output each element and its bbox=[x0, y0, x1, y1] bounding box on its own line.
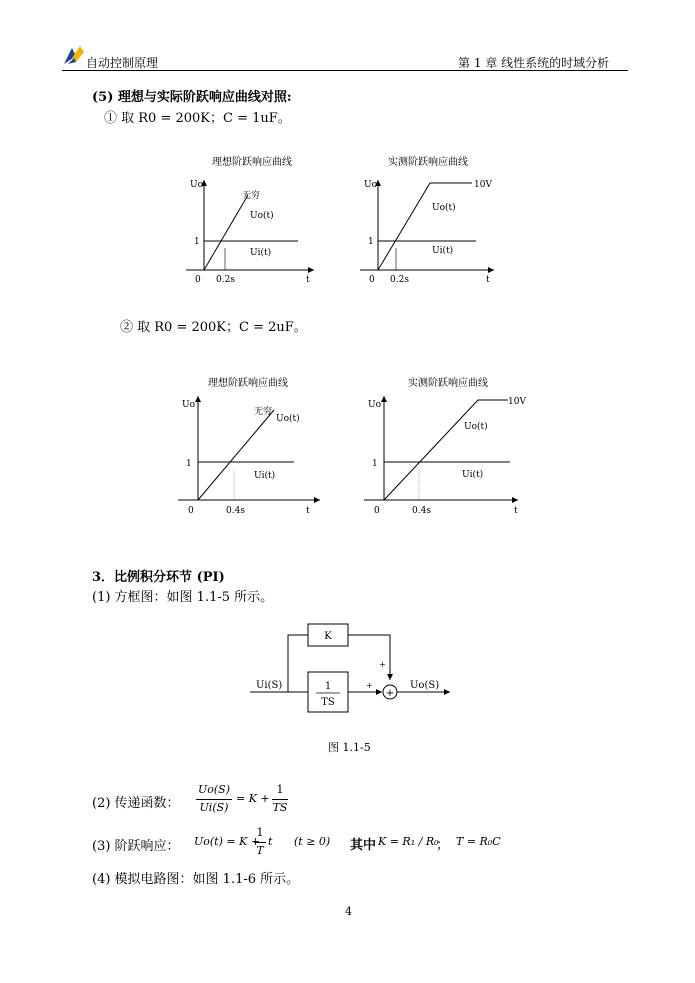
page-number: 4 bbox=[345, 905, 352, 918]
tf-numerator: Uo(S) bbox=[197, 783, 230, 796]
y-axis-label: Uo bbox=[182, 400, 196, 410]
output-label: Uo(t) bbox=[250, 211, 274, 221]
actual-chart-title: 实测阶跃响应曲线 bbox=[408, 378, 488, 389]
integrator-denominator: TS bbox=[321, 697, 335, 708]
plus-left: + bbox=[366, 681, 373, 690]
tick-label: 0.2s bbox=[216, 275, 235, 285]
tf-frac-numerator: 1 bbox=[276, 783, 284, 796]
where-t: T = R₀C bbox=[456, 835, 501, 848]
x-axis-label: t bbox=[514, 506, 518, 516]
tf-denominator: Ui(S) bbox=[199, 801, 229, 814]
level-label: 1 bbox=[372, 459, 378, 469]
output-label: Uo(t) bbox=[464, 422, 488, 432]
tick-label: 0.2s bbox=[390, 275, 409, 285]
section3-item2: (2) 传递函数： bbox=[92, 796, 180, 811]
step-response-formula bbox=[194, 826, 614, 862]
step-condition: (t ≥ 0) bbox=[294, 835, 331, 848]
tf-frac-denominator: TS bbox=[272, 801, 288, 814]
section5-case2: ② 取 R0 = 200K；C = 2uF。 bbox=[120, 320, 307, 335]
transfer-function bbox=[194, 783, 294, 819]
section5-case1: ① 取 R0 = 200K；C = 1uF。 bbox=[104, 111, 291, 126]
saturation-label: 10V bbox=[508, 397, 526, 407]
header-right-title: 第 1 章 线性系统的时域分析 bbox=[458, 56, 610, 70]
step-lhs: Uo(t) = K + bbox=[194, 835, 261, 848]
y-axis-label: Uo bbox=[364, 180, 378, 190]
input-label: Ui(t) bbox=[250, 248, 272, 258]
output-ramp-line bbox=[198, 410, 274, 500]
output-label: Uo(t) bbox=[432, 203, 456, 213]
x-axis-label: t bbox=[486, 275, 490, 285]
output-label: Uo(S) bbox=[410, 680, 440, 691]
origin-label: 0 bbox=[374, 506, 380, 516]
x-axis-label: t bbox=[306, 275, 310, 285]
figure-caption: 图 1.1-5 bbox=[328, 741, 371, 754]
ideal-chart-title: 理想阶跃响应曲线 bbox=[212, 157, 292, 168]
y-axis-label: Uo bbox=[368, 400, 382, 410]
infinity-note: 无穷 bbox=[254, 407, 273, 417]
origin-label: 0 bbox=[369, 275, 375, 285]
input-label: Ui(t) bbox=[462, 470, 484, 480]
level-label: 1 bbox=[194, 237, 200, 247]
actual-chart-1 bbox=[360, 155, 494, 285]
output-ramp-line bbox=[204, 195, 248, 270]
tick-label: 0.4s bbox=[226, 506, 245, 516]
k-label: K bbox=[324, 631, 332, 642]
tick-label: 0.4s bbox=[412, 506, 431, 516]
origin-label: 0 bbox=[188, 506, 194, 516]
actual-chart-title: 实测阶跃响应曲线 bbox=[388, 157, 468, 168]
plus-top: + bbox=[379, 660, 386, 669]
actual-chart-2 bbox=[364, 376, 526, 516]
ideal-chart-title: 理想阶跃响应曲线 bbox=[208, 378, 288, 389]
branch-to-k bbox=[288, 635, 308, 692]
where-k: K = R₁ / R₀ bbox=[378, 835, 439, 848]
section3-item4: (4) 模拟电路图：如图 1.1-6 所示。 bbox=[92, 872, 300, 887]
ideal-chart-1 bbox=[186, 155, 314, 285]
charts-case2 bbox=[170, 370, 540, 520]
header-left-title: 自动控制原理 bbox=[86, 56, 159, 70]
output-label: Uo(t) bbox=[276, 414, 300, 424]
section5-title: (5) 理想与实际阶跃响应曲线对照: bbox=[92, 90, 292, 105]
step-t: t bbox=[268, 835, 273, 848]
y-axis-label: Uo bbox=[190, 180, 204, 190]
x-axis-label: t bbox=[306, 506, 310, 516]
output-saturating-line bbox=[384, 400, 508, 500]
where-semicolon: ； bbox=[436, 838, 450, 853]
where-label: 其中 bbox=[350, 838, 377, 853]
tf-equals: = K + bbox=[236, 792, 270, 805]
step-frac-denominator: T bbox=[256, 844, 264, 857]
level-label: 1 bbox=[186, 459, 192, 469]
infinity-note: 无穷 bbox=[242, 191, 261, 201]
input-label: Ui(t) bbox=[254, 471, 276, 481]
section3-title: 3．比例积分环节 (PI) bbox=[92, 570, 225, 585]
k-to-sum bbox=[348, 635, 390, 680]
ideal-chart-2 bbox=[178, 376, 320, 516]
origin-label: 0 bbox=[195, 275, 201, 285]
section3-item1: (1) 方框图：如图 1.1-5 所示。 bbox=[92, 590, 274, 605]
integrator-numerator: 1 bbox=[324, 681, 332, 692]
section3-item3: (3) 阶跃响应： bbox=[92, 839, 180, 854]
input-label: Ui(t) bbox=[432, 246, 454, 256]
sum-symbol: + bbox=[385, 688, 395, 699]
header-rule bbox=[62, 70, 628, 71]
output-saturating-line bbox=[378, 183, 472, 270]
book-logo-icon bbox=[62, 44, 86, 66]
level-label: 1 bbox=[368, 237, 374, 247]
charts-case1 bbox=[180, 150, 500, 290]
input-label: Ui(S) bbox=[256, 680, 283, 691]
step-frac-numerator: 1 bbox=[256, 826, 264, 839]
saturation-label: 10V bbox=[474, 180, 492, 190]
pi-block-diagram bbox=[250, 616, 460, 726]
